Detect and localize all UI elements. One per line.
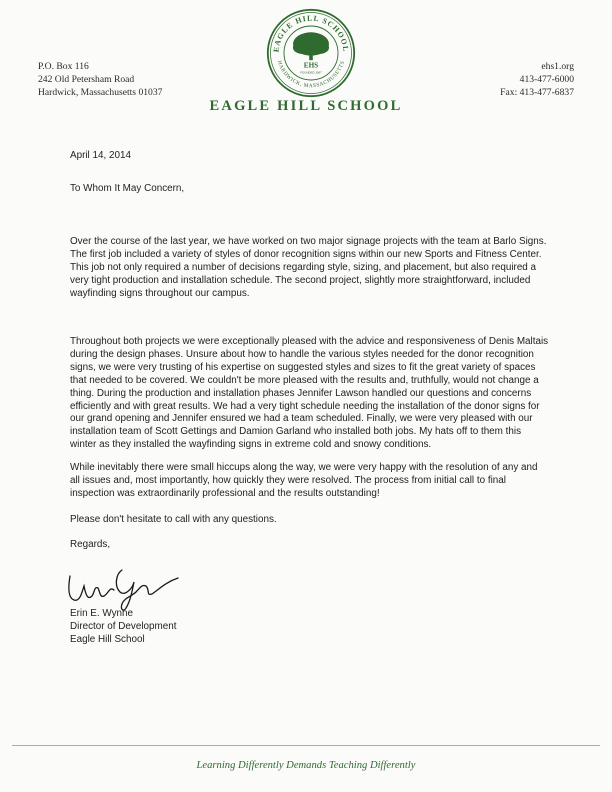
signer-organization: Eagle Hill School	[70, 633, 145, 645]
footer-divider	[12, 745, 600, 746]
phone: 413-477-6000	[519, 74, 574, 86]
body-paragraph: While inevitably there were small hiccups along the way, we were very happy with the resolution of any and all issues and, most importantly, how quickly they were resolved. The process from initial call to final inspection was extraordinarily professional and the results outstanding!	[70, 462, 538, 499]
seal-founded: FOUNDED 1967	[300, 70, 322, 75]
signer-name: Erin E. Wynne	[70, 608, 134, 619]
contact-info	[500, 60, 574, 100]
address-line: Hardwick, Massachusetts 01037	[38, 87, 163, 99]
signature-block	[70, 608, 176, 647]
seal-ring-bottom: HARDWICK, MASSACHUSETTS	[275, 60, 347, 90]
mailing-address	[38, 60, 162, 100]
closing: Regards,	[70, 539, 111, 550]
fax: Fax: 413-477-6837	[500, 87, 574, 99]
website: ehs1.org	[541, 61, 574, 72]
letter-date: April 14, 2014	[70, 150, 131, 161]
school-seal-logo	[266, 8, 356, 98]
tree-icon	[293, 32, 329, 60]
footer-tagline: Learning Differently Demands Teaching Differently	[196, 760, 416, 771]
seal-monogram: EHS	[303, 61, 319, 70]
salutation: To Whom It May Concern,	[70, 183, 185, 194]
address-line: P.O. Box 116	[38, 61, 89, 72]
signer-title: Director of Development	[70, 620, 177, 632]
seal-ring-top: EAGLE HILL SCHOOL	[271, 13, 351, 53]
school-name-heading: EAGLE HILL SCHOOL	[209, 98, 403, 114]
address-line: 242 Old Petersham Road	[38, 74, 135, 86]
body-paragraph: Throughout both projects we were exceptionally pleased with the advice and responsiveness of Denis Maltais during the design phases. Unsure about how to handle the various styles needed for the donor recognition signs, we were very trusting of his expertise on suggested styles and sizes to fit the great variety of spaces that needed to be covered. We couldn't be more pleased with the results and, truthfully, would not change a thing. During the production and installation phases Jennifer Lawson handled our questions and concerns efficiently and with great results. We had a very tight schedule needing the installation of the donor signs for our grand opening and Jennifer ensured we had a team scheduled. Finally, we were very pleased with our installation team of Scott Gettings and Damion Garland who installed both jobs. My hats off to them this winter as they installed the wayfinding signs in extreme cold and snowy conditions.	[70, 336, 549, 451]
body-paragraph: Over the course of the last year, we have worked on two major signage projects with the team at Barlo Signs. The first job included a variety of styles of donor recognition signs within our new Sports and Fitness Center. This job not only required a number of decisions regarding style, sizing, and placement, but also required a very tight production and installation schedule. The second project, slightly more straightforward, included wayfinding signs throughout our campus.	[70, 236, 547, 299]
handwritten-signature	[62, 556, 192, 614]
body-paragraph: Please don't hesitate to call with any questions.	[70, 514, 277, 525]
